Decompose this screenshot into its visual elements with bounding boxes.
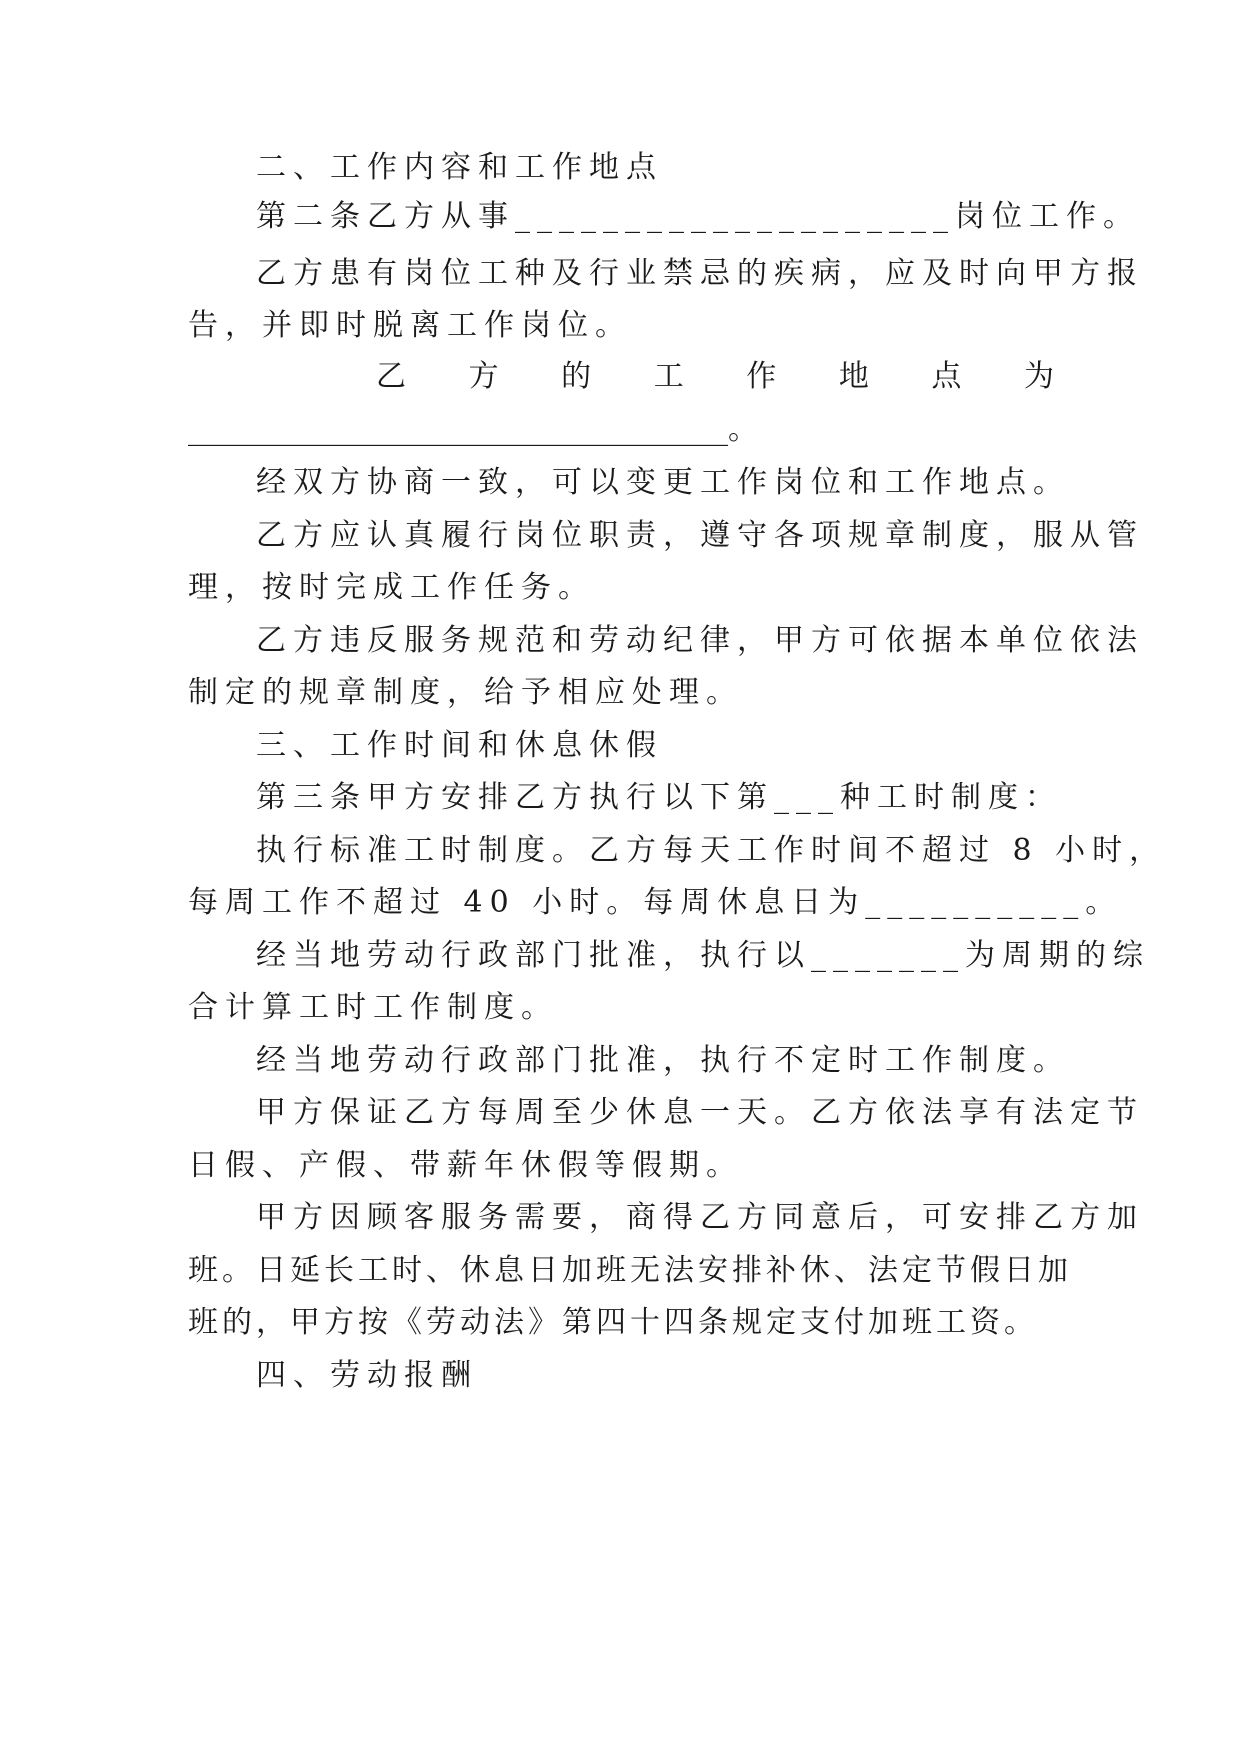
- paragraph-line: 合计算工时工作制度。: [188, 990, 558, 1025]
- paragraph-line: 甲方保证乙方每周至少休息一天。乙方依法享有法定节: [256, 1095, 1144, 1130]
- work-location-line: [188, 357, 1054, 397]
- spread-char: 的: [561, 359, 592, 394]
- paragraph-line: 班。日延长工时、休息日加班无法安排补休、法定节假日加: [188, 1253, 1072, 1288]
- paragraph-line: 班的，甲方按《劳动法》第四十四条规定支付加班工资。: [188, 1305, 1038, 1340]
- blank-line: ____________________________________。: [188, 412, 758, 447]
- spread-char: 方: [468, 359, 499, 394]
- spread-char: 地: [838, 359, 869, 394]
- paragraph-line: 第三条甲方安排乙方执行以下第___种工时制度：: [256, 780, 1062, 815]
- paragraph-line: 告，并即时脱离工作岗位。: [188, 308, 632, 343]
- spread-char: 工: [653, 359, 684, 394]
- section-heading: 四、劳动报酬: [256, 1358, 478, 1393]
- paragraph-line: 制定的规章制度，给予相应处理。: [188, 675, 743, 710]
- paragraph-line: 日假、产假、带薪年休假等假期。: [188, 1148, 743, 1183]
- spread-char: 为: [1023, 359, 1054, 394]
- paragraph-line: 乙方应认真履行岗位职责，遵守各项规章制度，服从管: [256, 518, 1144, 553]
- paragraph-line: 乙方违反服务规范和劳动纪律，甲方可依据本单位依法: [256, 623, 1144, 658]
- paragraph-line: 第二条乙方从事____________________岗位工作。: [256, 199, 1140, 234]
- paragraph-line: 理，按时完成工作任务。: [188, 570, 595, 605]
- paragraph-line: 经当地劳动行政部门批准，执行不定时工作制度。: [256, 1043, 1070, 1078]
- paragraph-line: 经双方协商一致，可以变更工作岗位和工作地点。: [256, 465, 1070, 500]
- paragraph-line: 执行标准工时制度。乙方每天工作时间不超过 8 小时，: [256, 833, 1167, 868]
- paragraph-line: 乙方患有岗位工种及行业禁忌的疾病，应及时向甲方报: [256, 256, 1144, 291]
- paragraph-line: 每周工作不超过 40 小时。每周休息日为__________。: [188, 885, 1123, 920]
- paragraph-line: 经当地劳动行政部门批准，执行以_______为周期的综: [256, 938, 1150, 973]
- paragraph-line: 甲方因顾客服务需要，商得乙方同意后，可安排乙方加: [256, 1200, 1144, 1235]
- spread-char: 作: [746, 359, 777, 394]
- spread-char: 点: [931, 359, 962, 394]
- section-heading: 二、工作内容和工作地点: [256, 150, 663, 185]
- section-heading: 三、工作时间和休息休假: [256, 728, 663, 763]
- spread-char: 乙: [376, 359, 406, 394]
